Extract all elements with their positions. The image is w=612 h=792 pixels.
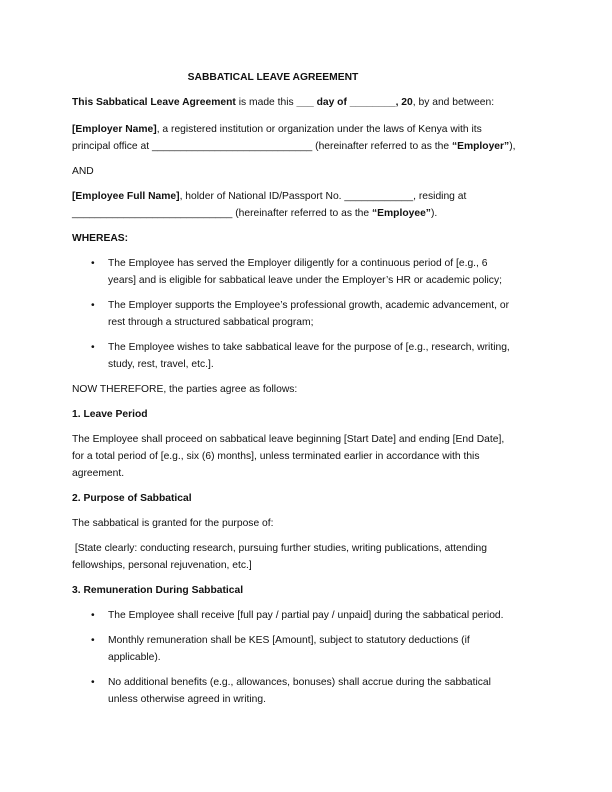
intro-blank-day: ___ [296, 97, 314, 108]
section3-heading: 3. Remuneration During Sabbatical [72, 585, 244, 596]
remuneration-item [108, 632, 548, 666]
section2-intro: The sabbatical is granted for the purpose of: [72, 518, 274, 529]
employee-paragraph [72, 188, 542, 222]
now-therefore-text: NOW THEREFORE, the parties agree as follows: [72, 384, 298, 395]
employee-line2-end: ). [430, 208, 438, 219]
remuneration-item-line: The Employee shall receive [full pay / partial pay / unpaid] during the sabbatical period. [108, 610, 504, 621]
remuneration-item-line: No additional benefits (e.g., allowances, bonuses) shall accrue during the sabbatical [108, 677, 491, 688]
whereas-item [108, 255, 548, 289]
and-text: AND [72, 166, 94, 177]
employer-name-placeholder: [Employer Name] [72, 124, 157, 135]
employee-line2-start: ____________________________ (hereinafter referred to as the [72, 208, 372, 219]
intro-paragraph [72, 94, 542, 111]
employee-line1-rest: , holder of National ID/Passport No. ____________, residing at [179, 191, 467, 202]
whereas-item-line: The Employee has served the Employer diligently for a continuous period of [e.g., 6 [108, 258, 488, 269]
intro-text2: , by and between: [412, 97, 495, 108]
remuneration-item-line: Monthly remuneration shall be KES [Amount], subject to statutory deductions (if [108, 635, 470, 646]
section1-heading: 1. Leave Period [72, 409, 148, 420]
employee-ref-label: “Employee” [372, 208, 431, 219]
whereas-item-line: years] and is eligible for sabbatical leave under the Employer’s HR or academic policy; [108, 275, 502, 286]
remuneration-item-line: unless otherwise agreed in writing. [108, 694, 266, 705]
whereas-heading: WHEREAS: [72, 233, 129, 244]
section1-line: The Employee shall proceed on sabbatical leave beginning [Start Date] and ending [End Date], [72, 434, 505, 445]
whereas-item [108, 297, 548, 331]
employer-line2-end: ), [509, 141, 516, 152]
section1-body [72, 431, 542, 482]
employee-name-placeholder: [Employee Full Name] [72, 191, 180, 202]
whereas-item [108, 339, 548, 373]
employer-line1-rest: , a registered institution or organization under the laws of Kenya with its [156, 124, 482, 135]
remuneration-item-line: applicable). [108, 652, 161, 663]
employer-line2-start: principal office at ____________________________ (hereinafter referred to as the [72, 141, 452, 152]
section1-line: agreement. [72, 468, 125, 479]
whereas-item-line: The Employer supports the Employee’s professional growth, academic advancement, or [108, 300, 510, 311]
intro-text1: is made this [235, 97, 297, 108]
document-title: SABBATICAL LEAVE AGREEMENT [187, 72, 359, 83]
employer-paragraph [72, 121, 542, 155]
intro-day-of: day of ________ [313, 97, 396, 108]
remuneration-item [108, 674, 548, 708]
section2-line: fellowships, personal rejuvenation, etc.] [72, 560, 252, 571]
employer-ref-label: “Employer” [451, 141, 510, 152]
section2-heading: 2. Purpose of Sabbatical [72, 493, 192, 504]
section2-body [72, 540, 542, 574]
remuneration-item [108, 607, 548, 624]
intro-bold-lead: This Sabbatical Leave Agreement [72, 97, 236, 108]
whereas-item-line: rest through a structured sabbatical program; [108, 317, 314, 328]
section2-line: [State clearly: conducting research, pursuing further studies, writing publications, attending [72, 543, 487, 554]
intro-comma-20: , 20 [395, 97, 413, 108]
section1-line: for a total period of [e.g., six (6) months], unless terminated earlier in accordance with this [72, 451, 480, 462]
whereas-item-line: The Employee wishes to take sabbatical leave for the purpose of [e.g., research, writing, [108, 342, 510, 353]
whereas-item-line: study, rest, travel, etc.]. [108, 359, 214, 370]
